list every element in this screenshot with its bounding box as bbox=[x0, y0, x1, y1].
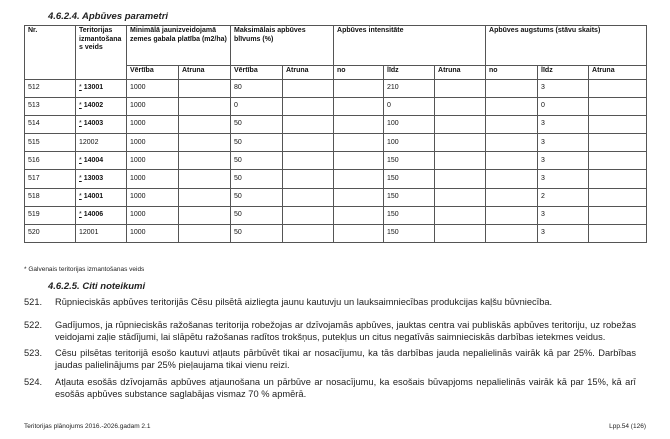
paragraph-text: Rūpnieciskās apbūves teritorijās Cēsu pilsētā aizliegta jaunu kautuvju un lauksaimniecības produkcijas kaļšu būvniecība. bbox=[55, 297, 553, 307]
cell-atruna bbox=[283, 98, 334, 116]
cell-atruna bbox=[179, 116, 231, 134]
cell-code bbox=[76, 134, 127, 152]
header-min-platiba: Minimālā jaunizveidojamā zemes gabala platība (m2/ha) bbox=[127, 26, 231, 66]
cell-aug-no bbox=[486, 188, 538, 206]
cell-nr: 512 bbox=[25, 80, 76, 98]
subheader-lidz: līdz bbox=[538, 66, 589, 80]
cell-int-lidz: 0 bbox=[384, 98, 435, 116]
cell-atruna bbox=[283, 206, 334, 224]
cell-min: 1000 bbox=[127, 206, 179, 224]
cell-nr: 519 bbox=[25, 206, 76, 224]
cell-int-lidz: 150 bbox=[384, 188, 435, 206]
table-footnote: * Galvenais teritorijas izmantošanas veids bbox=[24, 266, 145, 273]
cell-atruna bbox=[179, 98, 231, 116]
subheader-vertiba: Vērtība bbox=[231, 66, 283, 80]
cell-int-no bbox=[334, 134, 384, 152]
cell-aug-no bbox=[486, 206, 538, 224]
subheader-no: no bbox=[334, 66, 384, 80]
cell-min: 1000 bbox=[127, 98, 179, 116]
cell-atruna bbox=[435, 206, 486, 224]
code-value: 14006 bbox=[83, 210, 104, 218]
code-value: 13003 bbox=[83, 174, 104, 182]
cell-atruna bbox=[589, 206, 647, 224]
cell-aug-lidz: 3 bbox=[538, 170, 589, 188]
code-value: 14003 bbox=[83, 120, 104, 128]
cell-atruna bbox=[283, 152, 334, 170]
paragraph-number: 524. bbox=[24, 377, 43, 387]
cell-int-lidz: 100 bbox=[384, 134, 435, 152]
cell-atruna bbox=[179, 206, 231, 224]
footnote-marker: * bbox=[79, 174, 82, 182]
footer-page-number: Lpp.54 (126) bbox=[609, 423, 646, 430]
cell-int-no bbox=[334, 170, 384, 188]
cell-atruna bbox=[283, 116, 334, 134]
cell-code bbox=[76, 224, 127, 242]
paragraph-number: 521. bbox=[24, 297, 43, 307]
table-row bbox=[25, 206, 647, 224]
subheader-lidz: līdz bbox=[384, 66, 435, 80]
subheader-atruna: Atruna bbox=[435, 66, 486, 80]
header-intensitate: Apbūves intensitāte bbox=[334, 26, 486, 66]
header-augstums: Apbūves augstums (stāvu skaits) bbox=[486, 26, 647, 66]
cell-blivums: 50 bbox=[231, 170, 283, 188]
table-row bbox=[25, 80, 647, 98]
cell-aug-lidz: 0 bbox=[538, 98, 589, 116]
cell-atruna bbox=[283, 134, 334, 152]
cell-int-lidz: 150 bbox=[384, 224, 435, 242]
cell-min: 1000 bbox=[127, 224, 179, 242]
cell-blivums: 50 bbox=[231, 188, 283, 206]
cell-code bbox=[76, 206, 127, 224]
cell-atruna bbox=[589, 188, 647, 206]
code-value: 14004 bbox=[83, 156, 104, 164]
cell-aug-lidz: 3 bbox=[538, 224, 589, 242]
footnote-marker: * bbox=[79, 192, 82, 200]
cell-aug-lidz: 3 bbox=[538, 134, 589, 152]
cell-atruna bbox=[283, 188, 334, 206]
footnote-marker: * bbox=[79, 102, 82, 110]
cell-atruna bbox=[179, 224, 231, 242]
paragraph-522 bbox=[24, 319, 636, 344]
paragraph-521 bbox=[24, 296, 636, 308]
cell-int-no bbox=[334, 80, 384, 98]
table-row bbox=[25, 224, 647, 242]
cell-int-lidz: 150 bbox=[384, 206, 435, 224]
cell-int-no bbox=[334, 152, 384, 170]
table-row bbox=[25, 134, 647, 152]
cell-atruna bbox=[589, 224, 647, 242]
cell-atruna bbox=[435, 170, 486, 188]
code-value: 14002 bbox=[83, 102, 104, 110]
header-teritorijas-veids: Teritorijas izmantošana s veids bbox=[76, 26, 127, 80]
cell-atruna bbox=[589, 170, 647, 188]
paragraph-text: Cēsu pilsētas teritorijā esošo kautuvi atļauts pārbūvēt tikai ar nosacījumu, ka tās darbības jauda nepalielinās vairāk kā par 25%. Darbības jaudas palielinājums par 25% pieļaujama tikai vienu reizi. bbox=[55, 348, 636, 371]
cell-blivums: 0 bbox=[231, 98, 283, 116]
cell-min: 1000 bbox=[127, 188, 179, 206]
cell-atruna bbox=[435, 80, 486, 98]
cell-min: 1000 bbox=[127, 116, 179, 134]
cell-nr: 518 bbox=[25, 188, 76, 206]
table-row bbox=[25, 170, 647, 188]
cell-aug-no bbox=[486, 80, 538, 98]
footnote-marker: * bbox=[79, 84, 82, 92]
code-value: 13001 bbox=[83, 84, 104, 92]
cell-nr: 516 bbox=[25, 152, 76, 170]
cell-code bbox=[76, 80, 127, 98]
cell-int-no bbox=[334, 116, 384, 134]
cell-int-no bbox=[334, 188, 384, 206]
table-row bbox=[25, 152, 647, 170]
paragraph-text: Gadījumos, ja rūpnieciskās ražošanas teritorija robežojas ar dzīvojamās apbūves, jauktas centra vai publiskās apbūves teritoriju, uz robežas veidojami zaļie stādījumi, lai slāpētu ražošanas radītos trokšņus, putekļus un citus negatīvās saimnieciskās darbības ietekmes veidus. bbox=[55, 320, 636, 343]
footer-document-title: Teritorijas plānojums 2016.-2026.gadam 2.1 bbox=[24, 423, 151, 430]
footnote-marker: * bbox=[79, 210, 82, 218]
header-max-blivums: Maksimālais apbūves blīvums (%) bbox=[231, 26, 334, 66]
cell-aug-no bbox=[486, 134, 538, 152]
cell-blivums: 50 bbox=[231, 224, 283, 242]
cell-atruna bbox=[589, 152, 647, 170]
paragraph-number: 522. bbox=[24, 320, 43, 330]
cell-atruna bbox=[283, 224, 334, 242]
cell-code bbox=[76, 98, 127, 116]
section-heading-apbuves-parametri: 4.6.2.4. Apbūves parametri bbox=[48, 11, 169, 22]
table-row bbox=[25, 188, 647, 206]
cell-code bbox=[76, 152, 127, 170]
paragraph-number: 523. bbox=[24, 348, 43, 358]
subheader-no: no bbox=[486, 66, 538, 80]
footnote-marker: * bbox=[79, 156, 82, 164]
cell-code bbox=[76, 170, 127, 188]
cell-atruna bbox=[179, 170, 231, 188]
subheader-vertiba: Vērtība bbox=[127, 66, 179, 80]
cell-int-lidz: 100 bbox=[384, 116, 435, 134]
cell-atruna bbox=[589, 98, 647, 116]
code-value: 12002 bbox=[79, 138, 99, 146]
paragraph-524 bbox=[24, 376, 636, 401]
code-value: 14001 bbox=[83, 192, 104, 200]
cell-nr: 514 bbox=[25, 116, 76, 134]
cell-aug-no bbox=[486, 98, 538, 116]
table-row bbox=[25, 116, 647, 134]
cell-atruna bbox=[179, 134, 231, 152]
cell-atruna bbox=[435, 116, 486, 134]
header-nr: Nr. bbox=[25, 26, 76, 80]
cell-int-lidz: 150 bbox=[384, 170, 435, 188]
cell-nr: 520 bbox=[25, 224, 76, 242]
table-row bbox=[25, 98, 647, 116]
cell-aug-lidz: 3 bbox=[538, 152, 589, 170]
cell-int-lidz: 210 bbox=[384, 80, 435, 98]
cell-aug-lidz: 3 bbox=[538, 116, 589, 134]
cell-aug-lidz: 3 bbox=[538, 206, 589, 224]
cell-aug-no bbox=[486, 116, 538, 134]
cell-min: 1000 bbox=[127, 80, 179, 98]
cell-atruna bbox=[435, 134, 486, 152]
cell-blivums: 50 bbox=[231, 116, 283, 134]
cell-atruna bbox=[589, 80, 647, 98]
cell-aug-no bbox=[486, 170, 538, 188]
cell-code bbox=[76, 116, 127, 134]
cell-aug-lidz: 2 bbox=[538, 188, 589, 206]
cell-int-no bbox=[334, 98, 384, 116]
cell-atruna bbox=[179, 152, 231, 170]
cell-atruna bbox=[435, 98, 486, 116]
cell-blivums: 50 bbox=[231, 134, 283, 152]
subheader-atruna: Atruna bbox=[283, 66, 334, 80]
cell-atruna bbox=[435, 188, 486, 206]
subheader-atruna: Atruna bbox=[179, 66, 231, 80]
cell-blivums: 50 bbox=[231, 206, 283, 224]
cell-min: 1000 bbox=[127, 134, 179, 152]
cell-int-no bbox=[334, 224, 384, 242]
footnote-marker: * bbox=[79, 120, 82, 128]
cell-blivums: 80 bbox=[231, 80, 283, 98]
cell-aug-no bbox=[486, 152, 538, 170]
cell-atruna bbox=[589, 134, 647, 152]
cell-nr: 513 bbox=[25, 98, 76, 116]
cell-atruna bbox=[179, 80, 231, 98]
apbuves-parametri-table bbox=[24, 25, 647, 243]
cell-atruna bbox=[283, 170, 334, 188]
cell-atruna bbox=[283, 80, 334, 98]
cell-aug-no bbox=[486, 224, 538, 242]
cell-atruna bbox=[435, 152, 486, 170]
cell-blivums: 50 bbox=[231, 152, 283, 170]
cell-min: 1000 bbox=[127, 152, 179, 170]
cell-code bbox=[76, 188, 127, 206]
cell-atruna bbox=[589, 116, 647, 134]
cell-atruna bbox=[179, 188, 231, 206]
section-heading-citi-noteikumi: 4.6.2.5. Citi noteikumi bbox=[48, 281, 146, 292]
cell-int-no bbox=[334, 206, 384, 224]
code-value: 12001 bbox=[79, 229, 99, 237]
paragraph-523 bbox=[24, 347, 636, 372]
subheader-atruna: Atruna bbox=[589, 66, 647, 80]
cell-min: 1000 bbox=[127, 170, 179, 188]
cell-aug-lidz: 3 bbox=[538, 80, 589, 98]
cell-atruna bbox=[435, 224, 486, 242]
paragraph-text: Atļauta esošās dzīvojamās apbūves atjaunošana un pārbūve ar nosacījumu, ka esošais būvapjoms nepalielinās vairāk kā par 15%, kā arī esošās apbūves substance saglabājas vismaz 70 % apmērā. bbox=[55, 377, 636, 400]
cell-int-lidz: 150 bbox=[384, 152, 435, 170]
cell-nr: 517 bbox=[25, 170, 76, 188]
cell-nr: 515 bbox=[25, 134, 76, 152]
